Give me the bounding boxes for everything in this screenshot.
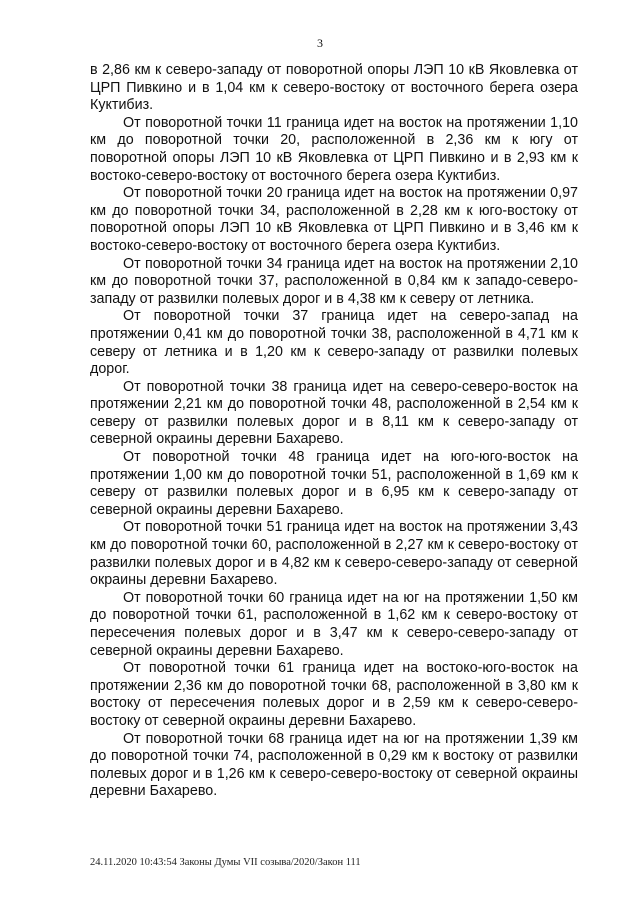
paragraph-point-61: От поворотной точки 61 граница идет на востоко-юго-восток на протяжении 2,36 км до поворотной точки 68, расположенной в 3,80 км к востоку от пересечения полевых дорог и в 2,59 км к северо-северо-востоку от северной окраины деревни Бахарево. bbox=[90, 660, 578, 729]
paragraph-point-48: От поворотной точки 48 граница идет на юго-юго-восток на протяжении 1,00 км до поворотной точки 51, расположенной в 1,69 км к северу от развилки полевых дорог и в 6,95 км к северо-западу от северной окраины деревни Бахарево. bbox=[90, 449, 578, 518]
paragraph-point-20: От поворотной точки 20 граница идет на восток на протяжении 0,97 км до поворотной точки 34, расположенной в 2,28 км к юго-востоку от поворотной опоры ЛЭП 10 кВ Яковлевка от ЦРП Пивкино и в 3,46 км к востоко-северо-востоку от восточного берега озера Куктибиз. bbox=[90, 185, 578, 254]
paragraph-point-68: От поворотной точки 68 граница идет на юг на протяжении 1,39 км до поворотной точки 74, расположенной в 0,29 км к востоку от развилки полевых дорог и в 1,26 км к северо-северо-востоку от северной окраины деревни Бахарево. bbox=[90, 730, 578, 800]
paragraph-point-34: От поворотной точки 34 граница идет на восток на протяжении 2,10 км до поворотной точки 37, расположенной в 0,84 км к западо-северо-западу от развилки полевых дорог и в 4,38 км к северу от летника. bbox=[90, 255, 578, 307]
paragraph-continuation: в 2,86 км к северо-западу от поворотной опоры ЛЭП 10 кВ Яковлевка от ЦРП Пивкино и в 1,04 км к северо-востоку от восточного берега озера Куктибиз. bbox=[90, 62, 578, 114]
document-footer: 24.11.2020 10:43:54 Законы Думы VII созыва/2020/Закон 111 bbox=[90, 857, 361, 868]
paragraph-point-38: От поворотной точки 38 граница идет на северо-северо-восток на протяжении 2,21 км до поворотной точки 48, расположенной в 2,54 км к северу от развилки полевых дорог и в 8,11 км к северо-западу от северной окраины деревни Бахарево. bbox=[90, 378, 578, 448]
paragraph-point-11: От поворотной точки 11 граница идет на восток на протяжении 1,10 км до поворотной точки 20, расположенной в 2,36 км к югу от поворотной опоры ЛЭП 10 кВ Яковлевка от ЦРП Пивкино и в 2,93 км к востоко-северо-востоку от восточного берега озера Куктибиз. bbox=[90, 114, 578, 184]
page-number: 3 bbox=[317, 36, 323, 50]
paragraph-point-51: От поворотной точки 51 граница идет на восток на протяжении 3,43 км до поворотной точки 60, расположенной в 2,27 км к северо-востоку от развилки полевых дорог и в 4,82 км к северо-северо-западу от северной окраины деревни Бахарево. bbox=[90, 519, 578, 589]
paragraph-point-37: От поворотной точки 37 граница идет на северо-запад на протяжении 0,41 км до поворотной точки 38, расположенной в 4,71 км к северу от летника и в 1,20 км к северо-западу от развилки полевых дорог. bbox=[90, 308, 578, 378]
paragraph-point-60: От поворотной точки 60 граница идет на юг на протяжении 1,50 км до поворотной точки 61, расположенной в 1,62 км к северо-востоку от пересечения полевых дорог и в 3,47 км к северо-северо-западу от северной окраины деревни Бахарево. bbox=[90, 589, 578, 659]
document-body bbox=[90, 62, 578, 801]
